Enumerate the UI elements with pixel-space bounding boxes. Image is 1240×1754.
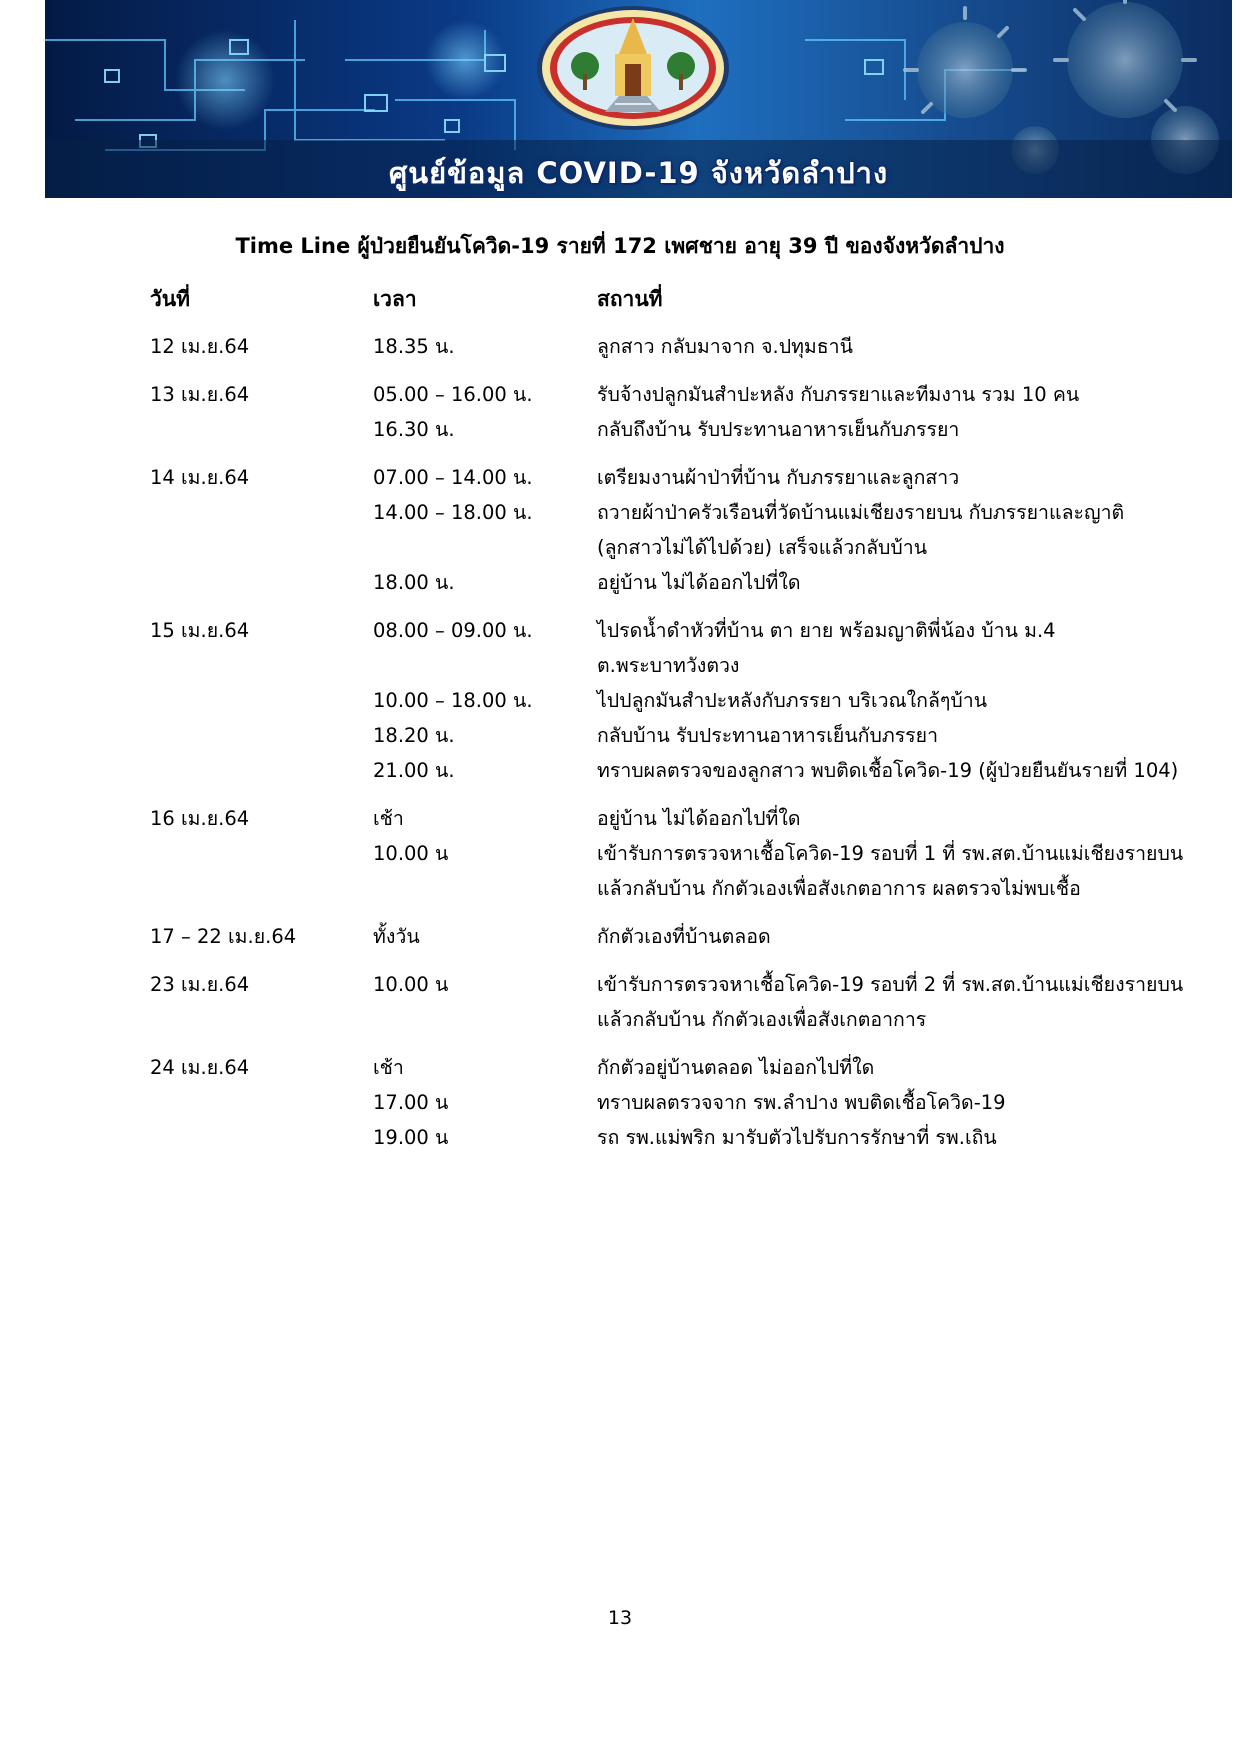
timeline-entry bbox=[373, 1054, 1170, 1089]
timeline-entry bbox=[373, 499, 1170, 569]
timeline-time: 10.00 น bbox=[373, 842, 449, 865]
timeline-day-group bbox=[150, 1054, 1170, 1159]
timeline-entry bbox=[373, 333, 1170, 368]
timeline-entry bbox=[373, 757, 1178, 792]
timeline-time: 05.00 – 16.00 น. bbox=[373, 383, 533, 406]
column-header-date: วันที่ bbox=[150, 287, 190, 311]
timeline-time: เช้า bbox=[373, 807, 404, 830]
timeline-header-row bbox=[150, 283, 1170, 333]
timeline-place-text: กลับบ้าน รับประทานอาหารเย็นกับภรรยา bbox=[597, 724, 939, 747]
timeline-place-text: แล้วกลับบ้าน กักตัวเองเพื่อสังเกตอาการ bbox=[597, 1008, 927, 1031]
timeline-day-group bbox=[150, 805, 1184, 910]
timeline-place-text: (ลูกสาวไม่ได้ไปด้วย) เสร็จแล้วกลับบ้าน bbox=[597, 536, 928, 559]
timeline-entry bbox=[373, 617, 1178, 687]
timeline-day-group bbox=[150, 333, 1170, 368]
timeline-time: 14.00 – 18.00 น. bbox=[373, 501, 533, 524]
timeline-place-text: ไปรดน้ำดำหัวที่บ้าน ตา ยาย พร้อมญาติพี่น้อง บ้าน ม.4 bbox=[597, 619, 1056, 642]
timeline-date: 23 เม.ย.64 bbox=[150, 973, 250, 996]
timeline-date: 17 – 22 เม.ย.64 bbox=[150, 925, 297, 948]
timeline-place-text: กักตัวเองที่บ้านตลอด bbox=[597, 925, 771, 948]
timeline-day-group bbox=[150, 464, 1170, 604]
lampang-province-seal-icon bbox=[535, 4, 731, 132]
timeline-entry bbox=[373, 464, 1170, 499]
timeline-place-text: เข้ารับการตรวจหาเชื้อโควิด-19 รอบที่ 2 ที่ รพ.สต.บ้านแม่เชียงรายบน bbox=[597, 973, 1184, 996]
column-header-time: เวลา bbox=[373, 287, 417, 311]
timeline-entry bbox=[373, 381, 1170, 416]
timeline-entry bbox=[373, 1089, 1170, 1124]
timeline-time: 19.00 น bbox=[373, 1126, 449, 1149]
timeline-place-text: ทราบผลตรวจจาก รพ.ลำปาง พบติดเชื้อโควิด-19 bbox=[597, 1091, 1006, 1114]
timeline-date: 13 เม.ย.64 bbox=[150, 383, 250, 406]
timeline-table bbox=[150, 283, 1184, 1172]
timeline-date: 16 เม.ย.64 bbox=[150, 807, 250, 830]
document-title: Time Line ผู้ป่วยยืนยันโควิด-19 รายที่ 172 เพศชาย อายุ 39 ปี ของจังหวัดลำปาง bbox=[235, 234, 1005, 258]
timeline-body bbox=[150, 333, 1184, 1159]
timeline-time: 21.00 น. bbox=[373, 759, 455, 782]
timeline-day-group bbox=[150, 923, 1170, 958]
timeline-entry bbox=[373, 1124, 1170, 1159]
column-header-place: สถานที่ bbox=[597, 287, 663, 311]
timeline-time: 10.00 – 18.00 น. bbox=[373, 689, 533, 712]
timeline-place-text: ไปปลูกมันสำปะหลังกับภรรยา บริเวณใกล้ๆบ้าน bbox=[597, 689, 988, 712]
timeline-entry bbox=[373, 840, 1183, 910]
timeline-time: ทั้งวัน bbox=[373, 925, 420, 948]
timeline-entry bbox=[373, 687, 1178, 722]
timeline-time: 18.00 น. bbox=[373, 571, 455, 594]
timeline-place-text: แล้วกลับบ้าน กักตัวเองเพื่อสังเกตอาการ ผลตรวจไม่พบเชื้อ bbox=[597, 877, 1081, 900]
timeline-place-text: กักตัวอยู่บ้านตลอด ไม่ออกไปที่ใด bbox=[597, 1056, 875, 1079]
timeline-entry bbox=[373, 569, 1170, 604]
timeline-place-text: เข้ารับการตรวจหาเชื้อโควิด-19 รอบที่ 1 ที่ รพ.สต.บ้านแม่เชียงรายบน bbox=[597, 842, 1184, 865]
header-banner bbox=[45, 0, 1232, 198]
timeline-place-text: รถ รพ.แม่พริก มารับตัวไปรับการรักษาที่ รพ.เถิน bbox=[597, 1126, 997, 1149]
timeline-date: 15 เม.ย.64 bbox=[150, 619, 250, 642]
timeline-date: 24 เม.ย.64 bbox=[150, 1056, 250, 1079]
banner-title: ศูนย์ข้อมูล COVID-19 จังหวัดลำปาง bbox=[388, 156, 889, 190]
timeline-time: 16.30 น. bbox=[373, 418, 455, 441]
timeline-entry bbox=[373, 923, 1170, 958]
timeline-time: 17.00 น bbox=[373, 1091, 449, 1114]
timeline-entry bbox=[373, 416, 1170, 451]
timeline-time: 07.00 – 14.00 น. bbox=[373, 466, 533, 489]
timeline-place-text: รับจ้างปลูกมันสำปะหลัง กับภรรยาและทีมงาน รวม 10 คน bbox=[597, 383, 1080, 406]
timeline-time: เช้า bbox=[373, 1056, 404, 1079]
timeline-place-text: ต.พระบาทวังตวง bbox=[597, 654, 740, 677]
timeline-day-group bbox=[150, 381, 1170, 451]
timeline-date: 12 เม.ย.64 bbox=[150, 335, 250, 358]
timeline-day-group bbox=[150, 617, 1179, 792]
timeline-day-group bbox=[150, 971, 1184, 1041]
timeline-place-text: อยู่บ้าน ไม่ได้ออกไปที่ใด bbox=[597, 807, 801, 830]
timeline-time: 10.00 น bbox=[373, 973, 449, 996]
timeline-place-text: ถวายผ้าป่าครัวเรือนที่วัดบ้านแม่เชียงรายบน กับภรรยาและญาติ bbox=[597, 501, 1125, 524]
timeline-time: 18.20 น. bbox=[373, 724, 455, 747]
timeline-place-text: ลูกสาว กลับมาจาก จ.ปทุมธานี bbox=[597, 335, 853, 358]
timeline-place-text: ทราบผลตรวจของลูกสาว พบติดเชื้อโควิด-19 (ผู้ป่วยยืนยันรายที่ 104) bbox=[597, 759, 1179, 782]
timeline-entry bbox=[373, 805, 1183, 840]
timeline-time: 08.00 – 09.00 น. bbox=[373, 619, 533, 642]
timeline-place-text: อยู่บ้าน ไม่ได้ออกไปที่ใด bbox=[597, 571, 801, 594]
timeline-entry bbox=[373, 722, 1178, 757]
timeline-entry bbox=[373, 971, 1183, 1041]
timeline-time: 18.35 น. bbox=[373, 335, 455, 358]
timeline-place-text: กลับถึงบ้าน รับประทานอาหารเย็นกับภรรยา bbox=[597, 418, 960, 441]
timeline-date: 14 เม.ย.64 bbox=[150, 466, 250, 489]
timeline-place-text: เตรียมงานผ้าป่าที่บ้าน กับภรรยาและลูกสาว bbox=[597, 466, 960, 489]
page-number: 13 bbox=[607, 1607, 633, 1629]
